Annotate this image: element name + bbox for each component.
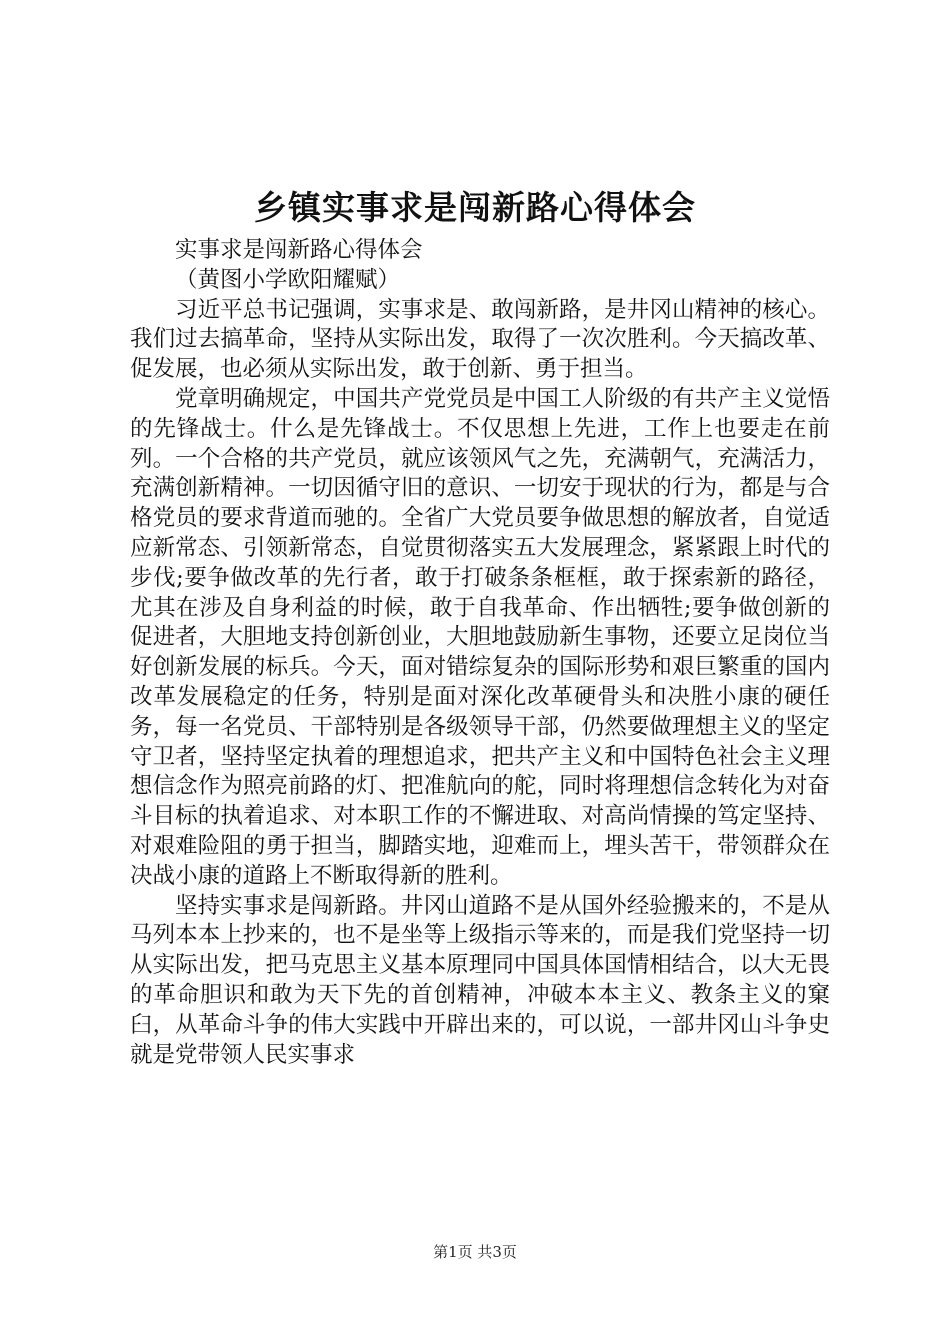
body-paragraph: 坚持实事求是闯新路。井冈山道路不是从国外经验搬来的，不是从马列本本上抄来的，也不是坐等上级指示等来的，而是我们党坚持一切从实际出发，把马克思主义基本原理同中国具体国情相结合，以大无畏的革命胆识和敢为天下先的首创精神，冲破本本主义、教条主义的窠臼，从革命斗争的伟大实践中开辟出来的，可以说，一部井冈山斗争史就是党带领人民实事求 [130,892,830,1068]
document-subtitle: 实事求是闯新路心得体会 [175,237,423,263]
page-number-footer: 第1页 共3页 [433,1243,517,1261]
document-title: 乡镇实事求是闯新路心得体会 [254,188,696,227]
body-paragraph: 党章明确规定，中国共产党党员是中国工人阶级的有共产主义觉悟的先锋战士。什么是先锋战士。不仅思想上先进，工作上也要走在前列。一个合格的共产党员，就应该领风气之先，充满朝气，充满活力，充满创新精神。一切因循守旧的意识、一切安于现状的行为，都是与合格党员的要求背道而驰的。全省广大党员要争做思想的解放者，自觉适应新常态、引领新常态，自觉贯彻落实五大发展理念，紧紧跟上时代的步伐;要争做改革的先行者，敢于打破条条框框，敢于探索新的路径，尤其在涉及自身利益的时候，敢于自我革命、作出牺牲;要争做创新的促进者，大胆地支持创新创业，大胆地鼓励新生事物，还要立足岗位当好创新发展的标兵。今天，面对错综复杂的国际形势和艰巨繁重的国内改革发展稳定的任务，特别是面对深化改革硬骨头和决胜小康的硬任务，每一名党员、干部特别是各级领导干部，仍然要做理想主义的坚定守卫者，坚持坚定执着的理想追求，把共产主义和中国特色社会主义理想信念作为照亮前路的灯、把准航向的舵，同时将理想信念转化为对奋斗目标的执着追求、对本职工作的不懈进取、对高尚情操的笃定坚持、对艰难险阻的勇于担当，脚踏实地，迎难而上，埋头苦干，带领群众在决战小康的道路上不断取得新的胜利。 [130,385,830,889]
document-body [130,236,830,1070]
document-author: （黄图小学欧阳耀赋） [175,266,401,293]
body-paragraph: 习近平总书记强调，实事求是、敢闯新路，是井冈山精神的核心。我们过去搞革命，坚持从实际出发，取得了一次次胜利。今天搞改革、促发展，也必须从实际出发，敢于创新、勇于担当。 [130,296,830,383]
